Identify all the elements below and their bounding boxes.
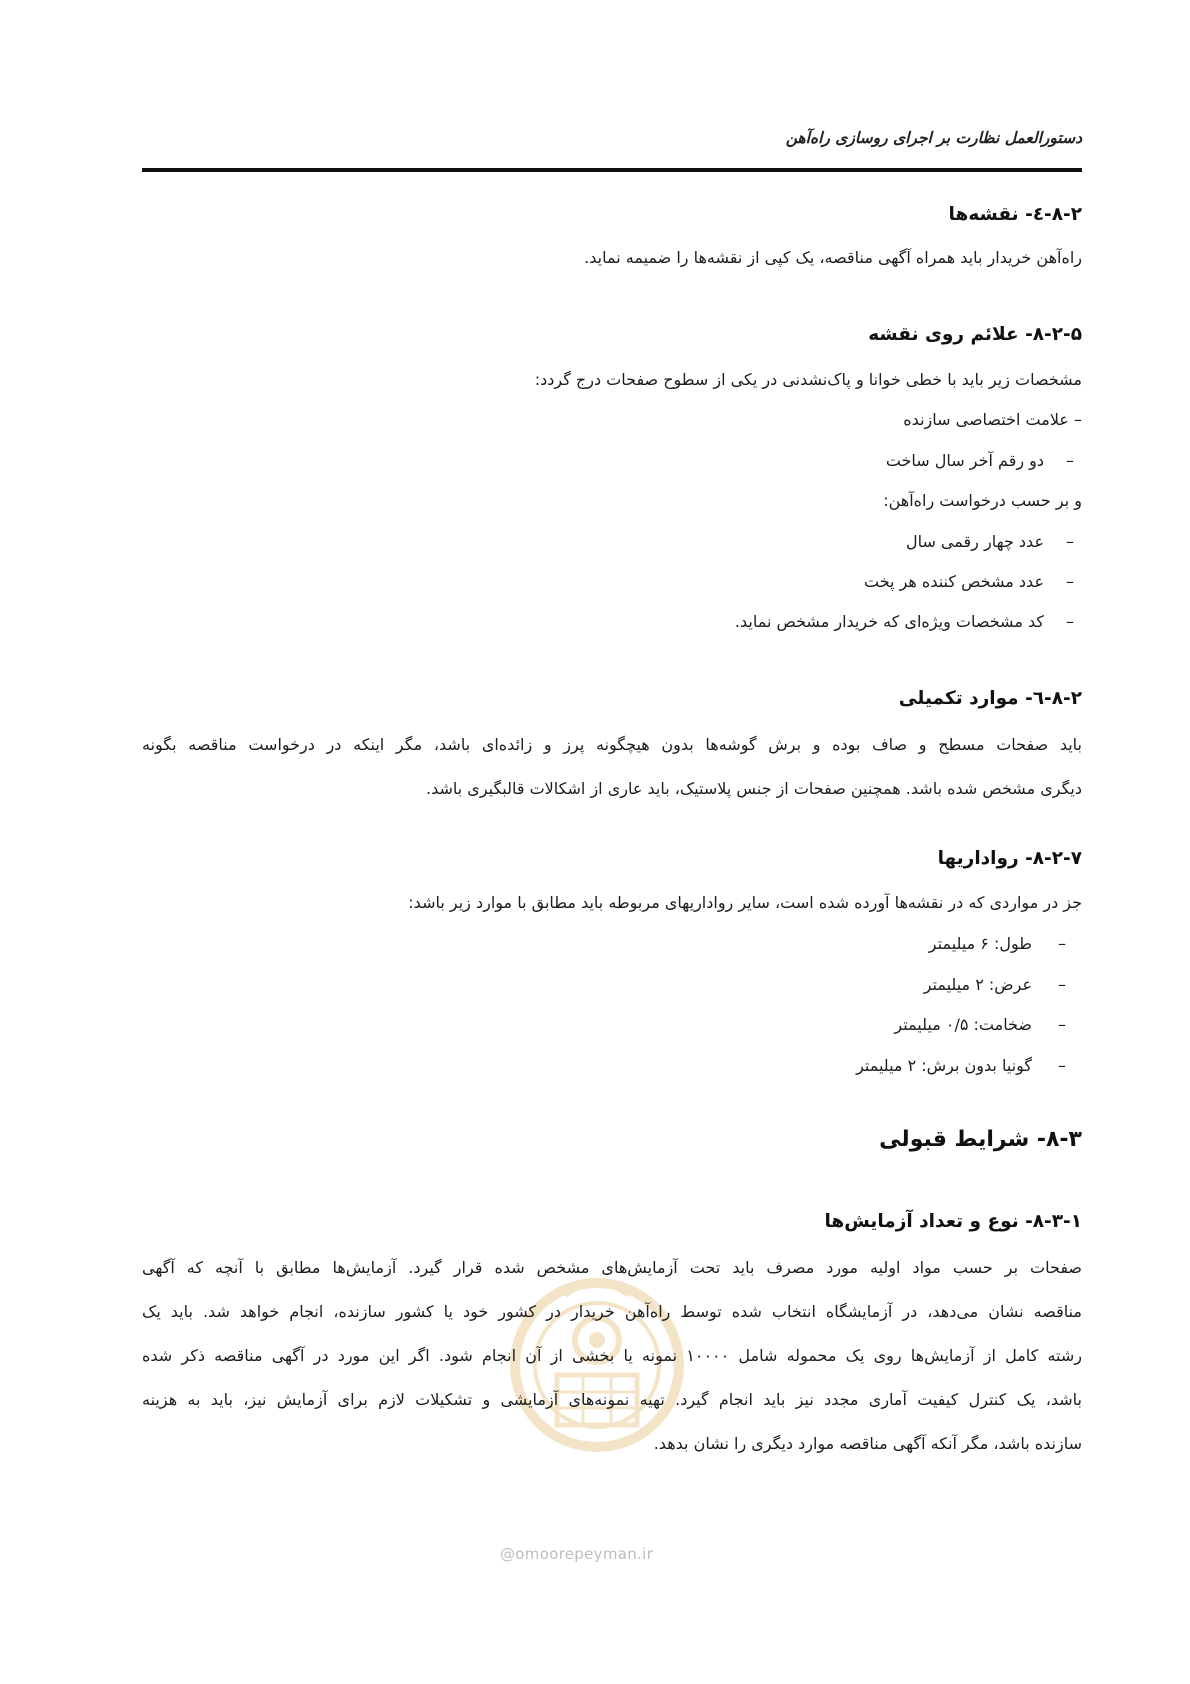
paragraph-line: باشد، یک کنترل کیفیت آماری مجدد نیز باید انجام گیرد. تهیه نمونه‌های آزمایشی و تشکیلات لازم برای آزمایش نیز، باید به هزینه — [142, 1390, 1082, 1409]
paragraph-line: صفحات بر حسب مواد اولیه مورد مصرف باید تحت آزمایش‌های مشخص شده قرار گیرد. آزمایش‌ها مطابق با آنچه که آگهی — [142, 1258, 1082, 1277]
bullet-dash: – — [1058, 975, 1066, 994]
paragraph-line: مناقصه نشان می‌دهد، در آزمایشگاه انتخاب شده توسط راه‌آهن خریدار در کشور خود یا کشور سازنده، انجام خواهد شد. باید یک — [142, 1302, 1082, 1321]
running-header: دستورالعمل نظارت بر اجرای روسازی راه‌آهن — [785, 128, 1082, 147]
bullet-dash: – — [1066, 612, 1074, 631]
heading-8-3-1: ۸-۳-۱- نوع و تعداد آزمایش‌ها — [824, 1211, 1082, 1232]
list-item: – علامت اختصاصی سازنده — [903, 410, 1082, 429]
bullet-dash: – — [1066, 572, 1074, 591]
paragraph-line: رشته کامل از آزمایش‌ها روی یک محموله شامل ۱۰۰۰۰ نمونه یا بخشی از آن انجام شود. اگر این مورد در آگهی مناقصه ذکر شده — [142, 1346, 1082, 1365]
list-item: –کد مشخصات ویژه‌ای که خریدار مشخص نماید. — [735, 612, 1082, 631]
bullet-dash: – — [1066, 451, 1074, 470]
tolerance-item: –گونیا بدون برش: ۲ میلیمتر — [856, 1056, 1082, 1075]
paragraph-line: باید صفحات مسطح و صاف بوده و برش گوشه‌ها بدون هیچگونه پرز و زائده‌ای باشد، مگر اینکه در درخواست مناقصه بگونه — [142, 735, 1082, 754]
heading-8-2-4: ۸-۲-٤- نقشه‌ها — [948, 204, 1082, 225]
heading-8-2-5: ۸-۲-۵- علائم روی نقشه — [868, 324, 1082, 345]
tolerance-item: –عرض: ۲ میلیمتر — [924, 975, 1082, 994]
paragraph-8-2-4: راه‌آهن خریدار باید همراه آگهی مناقصه، یک کپی از نقشه‌ها را ضمیمه نماید. — [584, 248, 1082, 267]
paragraph-8-2-5-sub-intro: و بر حسب درخواست راه‌آهن: — [883, 491, 1082, 510]
bullet-dash: – — [1066, 532, 1074, 551]
list-item: –عدد مشخص کننده هر پخت — [864, 572, 1082, 591]
paragraph-line: دیگری مشخص شده باشد. همچنین صفحات از جنس پلاستیک، باید عاری از اشکالات قالبگیری باشد. — [425, 779, 1082, 798]
bullet-dash: – — [1058, 1056, 1066, 1075]
heading-8-3: ۸-۳- شرایط قبولی — [879, 1127, 1082, 1152]
paragraph-8-2-7-intro: جز در مواردی که در نقشه‌ها آورده شده است، سایر رواداریهای مربوطه باید مطابق با موارد زیر باشد: — [408, 893, 1082, 912]
watermark-text: @omoorepeyman.ir — [500, 1545, 654, 1563]
list-item: –دو رقم آخر سال ساخت — [886, 451, 1082, 470]
heading-8-2-6: ۸-۲-٦- موارد تکمیلی — [898, 688, 1082, 709]
tolerance-item: –طول: ۶ میلیمتر — [929, 934, 1082, 953]
paragraph-8-2-5-intro: مشخصات زیر باید با خطی خوانا و پاک‌نشدنی در یکی از سطوح صفحات درج گردد: — [534, 370, 1082, 389]
heading-8-2-7: ۸-۲-۷- رواداریها — [937, 848, 1082, 869]
bullet-dash: – — [1058, 1015, 1066, 1034]
bullet-dash: – — [1058, 934, 1066, 953]
paragraph-line: سازنده باشد، مگر آنکه آگهی مناقصه موارد دیگری را نشان بدهد. — [653, 1434, 1082, 1453]
paragraph-8-2-6 — [142, 723, 1082, 811]
header-rule — [142, 168, 1082, 172]
list-item: –عدد چهار رقمی سال — [906, 532, 1082, 551]
paragraph-8-3-1 — [142, 1246, 1082, 1466]
tolerance-item: –ضخامت: ۰/۵ میلیمتر — [894, 1015, 1082, 1034]
